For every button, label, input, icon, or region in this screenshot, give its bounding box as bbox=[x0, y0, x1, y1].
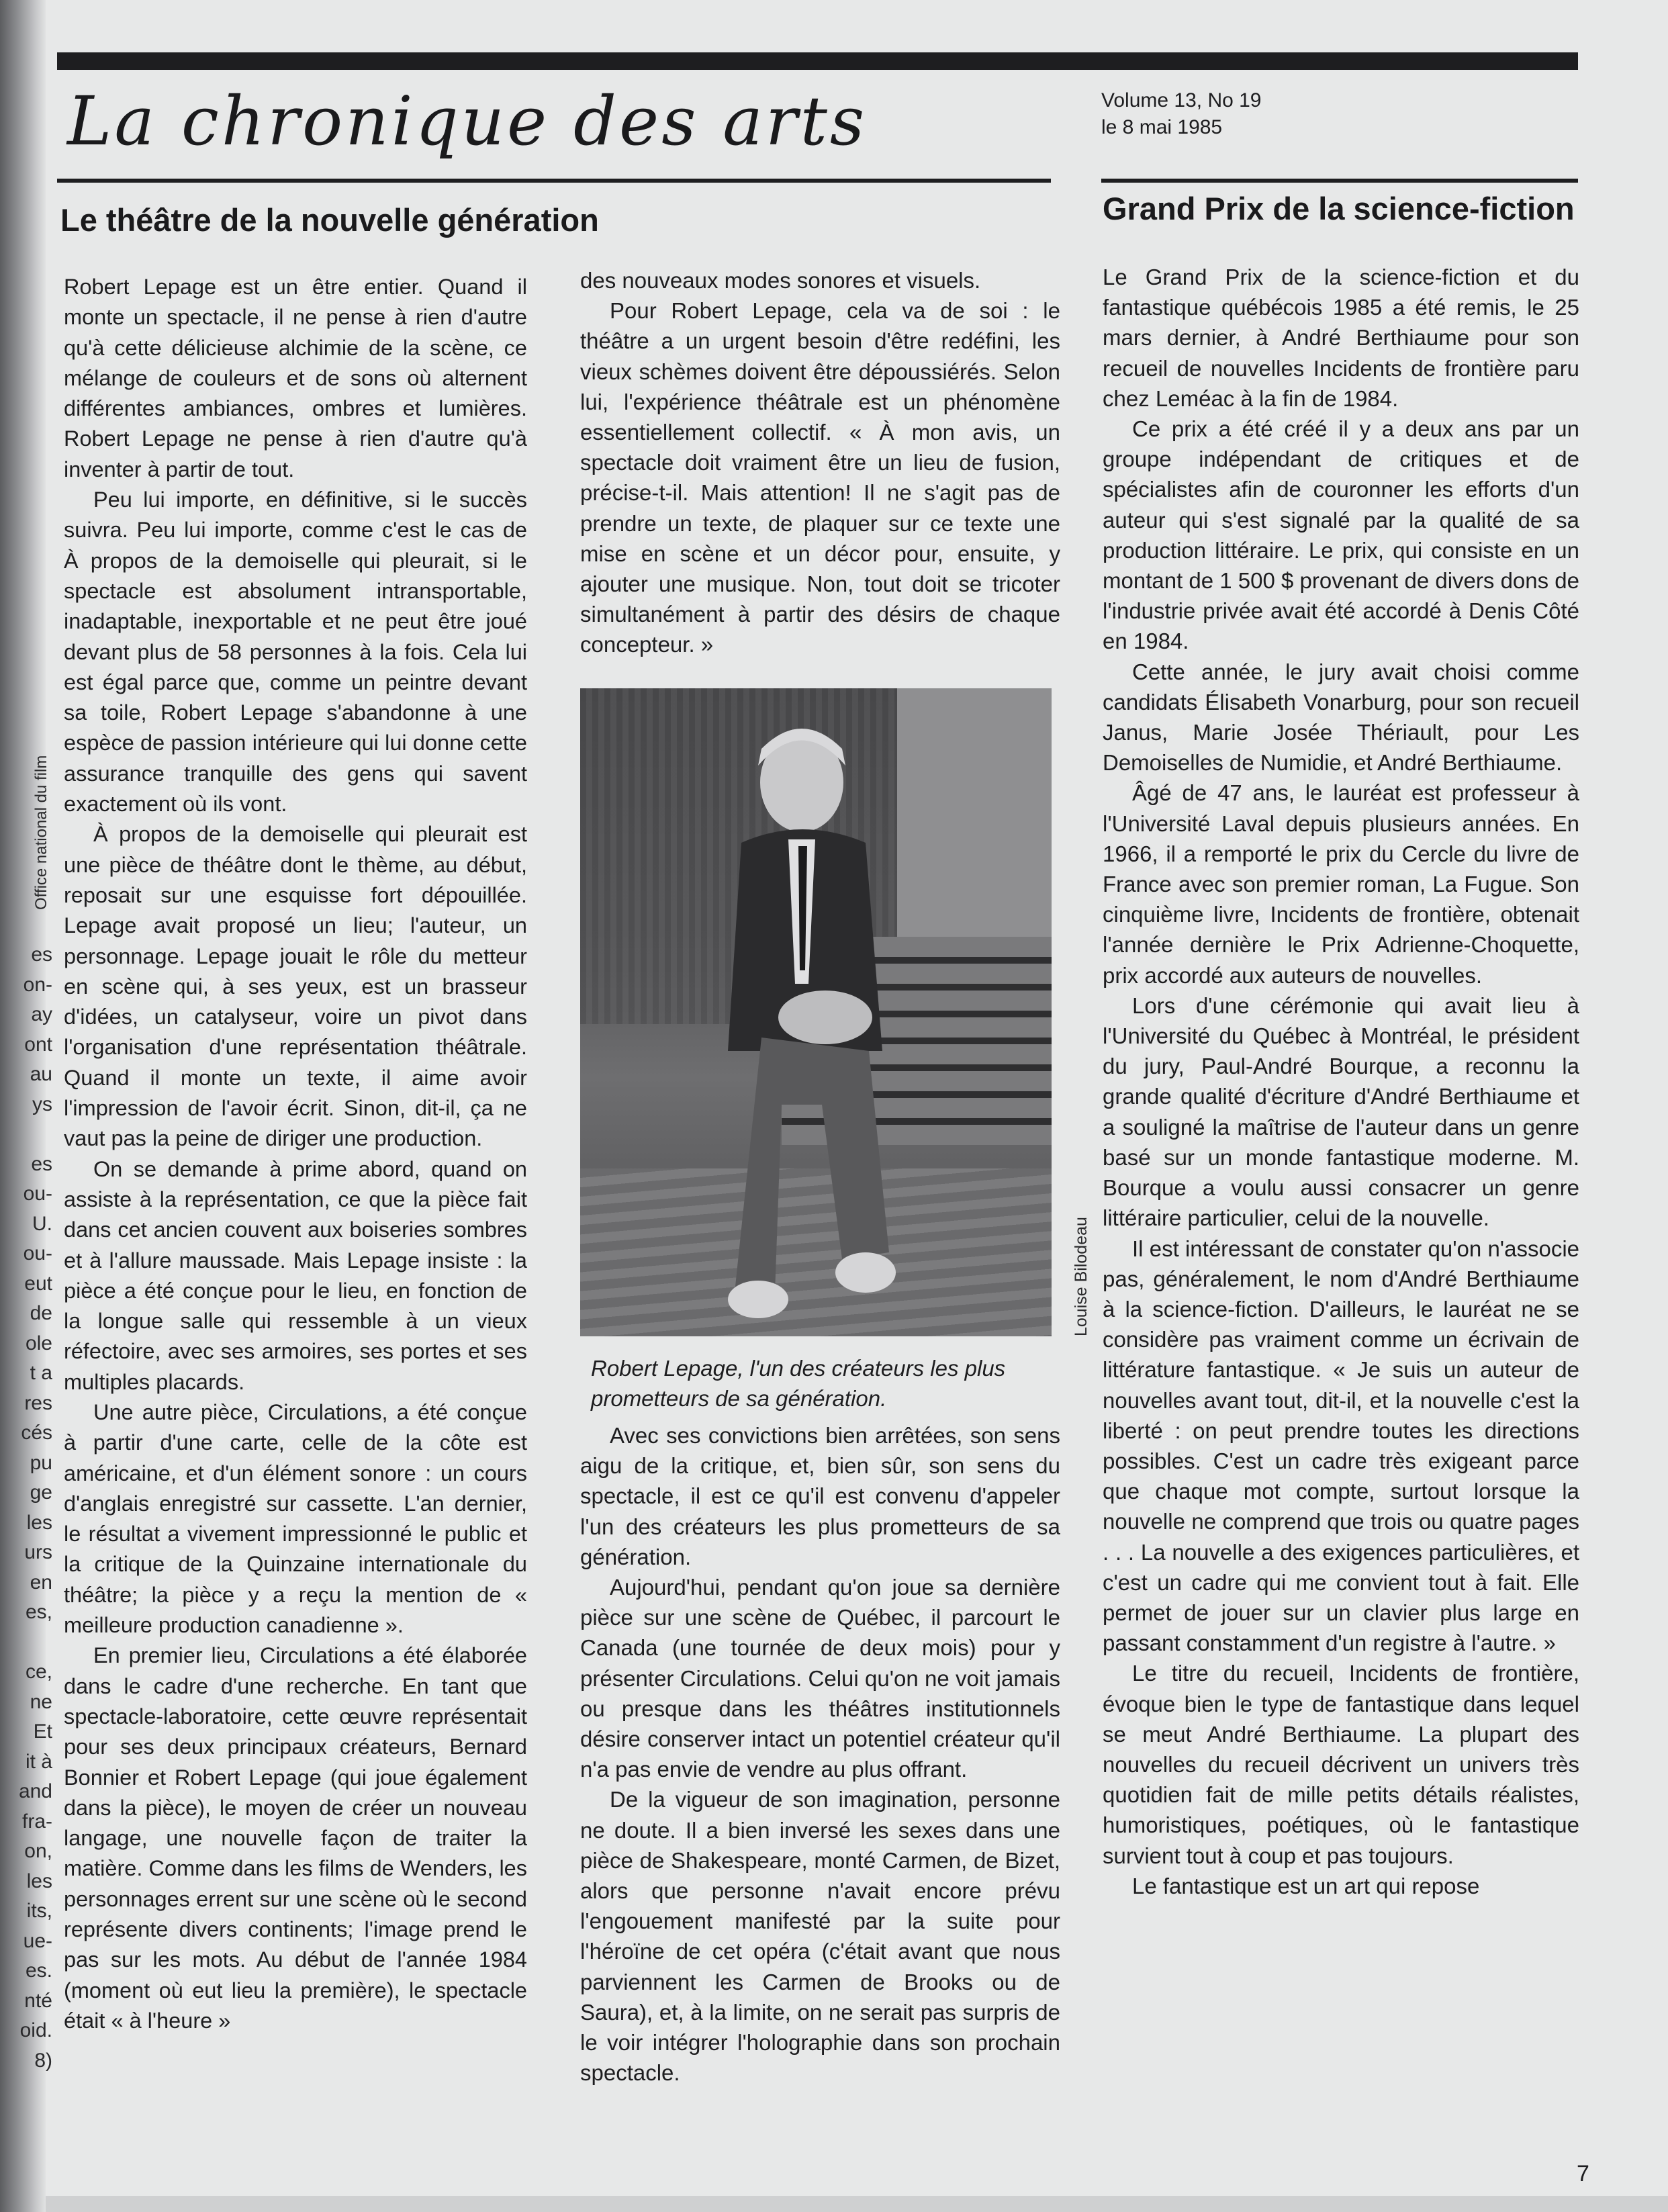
fragment-line: Et bbox=[33, 1720, 52, 1743]
paragraph: Lors d'une cérémonie qui avait lieu à l'Université du Québec à Montréal, le président du jury, Paul-André Bourque, a reconnu la grande qualité d'écriture d'André Berthiaume et a souligné la maîtrise de l'auteur dans un genre basé sur un monde fantastique moderne. M. Bourque a voulu aussi consacrer un genre littéraire particulier, celui de la nouvelle. bbox=[1103, 993, 1579, 1231]
issue-date: le 8 mai 1985 bbox=[1101, 116, 1223, 138]
fragment-line: ne bbox=[30, 1690, 52, 1713]
side-photo-credit: Office national du film bbox=[32, 755, 50, 910]
fragment-line: es, bbox=[25, 1601, 52, 1623]
portrait-photo bbox=[580, 688, 1052, 1336]
fragment-line: it à bbox=[25, 1750, 52, 1773]
fragment-line: oid. bbox=[19, 2019, 52, 2041]
paragraph: De la vigueur de son imagination, personne ne doute. Il a bien inversé les sexes dans une pièce de Shakespeare, monté Carmen, de Bizet, alors que personne n'avait encore prévu l'engouement manifesté par la suite pour l'héroïne de cet opéra (c'était avant que nous parviennent les Carmen de Brooks ou de Saura), et, à la limite, on ne serait pas surpris de le voir intégrer l'holographie dans son prochain spectacle. bbox=[580, 1787, 1060, 2086]
fragment-line: pu bbox=[30, 1451, 52, 1474]
fragment-line: ce, bbox=[25, 1661, 52, 1683]
masthead: La chronique des arts bbox=[67, 82, 868, 160]
fragment-line: fra- bbox=[22, 1810, 52, 1833]
article-headline-science-fiction: Grand Prix de la science-fiction bbox=[1103, 191, 1575, 226]
article-column-2-bottom bbox=[580, 1420, 1060, 2088]
fragment-line: ue- bbox=[23, 1929, 52, 1952]
issue-volume: Volume 13, No 19 bbox=[1101, 89, 1262, 111]
fragment-line: ont bbox=[24, 1033, 52, 1056]
photo-credit: Louise Bilodeau bbox=[1072, 1217, 1091, 1336]
fragment-line: es bbox=[31, 1152, 52, 1175]
fragment-line: ou- bbox=[23, 1183, 52, 1205]
fragment-line: es. bbox=[25, 1960, 52, 1982]
fragment-line: les bbox=[26, 1511, 52, 1534]
article-rule-right bbox=[1101, 179, 1578, 183]
paragraph: Peu lui importe, en définitive, si le succès suivra. Peu lui importe, comme c'est le cas de À propos de la demoiselle qui pleurait, si le spectacle est absolument intransportable, inadaptable, inexportable et ne peut être joué devant plus de 58 personnes à la fois. Cela lui est égal parce que, comme un peintre devant sa toile, Robert Lepage s'abandonne à une espèce de passion intérieure qui lui donne cette assurance tranquille des gens qui savent exactement où ils vont. bbox=[64, 488, 527, 817]
previous-page-fragments bbox=[0, 940, 52, 2076]
fragment-line: en bbox=[30, 1571, 52, 1594]
paragraph: Il est intéressant de constater qu'on n'associe pas, généralement, le nom d'André Berthiaume à la science-fiction. D'ailleurs, le lauréat ne se considère pas vraiment comme un écrivain de littérature fantastique. « Je suis un auteur de nouvelles avant tout, dit-il, et la nouvelle c'est la liberté : on peut prendre toutes les directions possibles. C'est un cadre très exigeant parce que chaque mot compte, surtout lorsque la nouvelle ne comprend que trois ou quatre pages . . . La nouvelle a des exigences particulières, et c'est un cadre qui me convient tout à fait. Elle permet de jouer sur un clavier plus large en passant constamment d'un registre à l'autre. » bbox=[1103, 1236, 1579, 1656]
paragraph: À propos de la demoiselle qui pleurait est une pièce de théâtre dont le thème, au début, reposait sur une esquisse fort dépouillée. Lepage avait proposé un lieu; l'auteur, un personnage. Lepage jouait le rôle du metteur en scène qui, à ses yeux, est un brasseur d'idées, un catalyseur, voire un pivot dans l'organisation d'une représentation théâtrale. Quand il monte un texte, il aime avoir l'impression de l'avoir écrit. Sinon, dit-il, ça ne vaut pas la peine de diriger une production. bbox=[64, 822, 527, 1151]
paragraph: Le fantastique est un art qui repose bbox=[1132, 1873, 1480, 1898]
fragment-line: ge bbox=[30, 1481, 52, 1504]
article-column-1 bbox=[64, 272, 527, 2036]
paragraph: Le Grand Prix de la science-fiction et du fantastique québécois 1985 a été remis, le 25 mars dernier, à André Berthiaume pour son recueil de nouvelles Incidents de frontière paru chez Leméac à la fin de 1984. bbox=[1103, 265, 1579, 411]
paragraph: Pour Robert Lepage, cela va de soi : le théâtre a un urgent besoin d'être redéfini, les vieux schèmes doivent être dépoussiérés. Selon lui, l'expérience théâtrale est un phénomène essentiellement collectif. « À mon avis, un spectacle doit vraiment être un lieu de fusion, précise-t-il. Mais attention! Il ne s'agit pas de prendre un texte, de plaquer sur ce texte une mise en scène et un décor pour, ensuite, y ajouter une musique. Non, tout doit se tricoter simultanément à partir des désirs de chaque concepteur. » bbox=[580, 298, 1060, 657]
fragment-line: nté bbox=[24, 1989, 52, 2012]
article-rule-left bbox=[57, 179, 1051, 183]
paragraph: Aujourd'hui, pendant qu'on joue sa dernière pièce sur une scène de Québec, il parcourt le Canada (une tournée de deux mois) pour y présenter Circulations. Celui qu'on ne voit jamais ou presque dans les théâtres institutionnels désire conserver intact un potentiel créateur qu'il n'a pas envie de vendre au plus offrant. bbox=[580, 1575, 1060, 1782]
photo-caption: Robert Lepage, l'un des créateurs les plus prometteurs de sa génération. bbox=[591, 1356, 1006, 1411]
fragment-line: eut bbox=[24, 1272, 52, 1295]
fragment-line bbox=[0, 1628, 52, 1658]
fragment-line: au bbox=[30, 1063, 52, 1085]
page-number: 7 bbox=[1577, 2161, 1589, 2186]
fragment-line: ou- bbox=[23, 1242, 52, 1264]
fragment-line: de bbox=[30, 1302, 52, 1324]
paragraph: Robert Lepage est un être entier. Quand il monte un spectacle, il ne pense à rien d'autre qu'à cette délicieuse alchimie de la scène, ce mélange de couleurs et de sons où alternent différentes ambiances, ombres et lumières. Robert Lepage ne pense à rien d'autre qu'à inventer à partir de tout. bbox=[64, 275, 527, 481]
article-column-3 bbox=[1103, 262, 1579, 1901]
paragraph: On se demande à prime abord, quand on assiste à la représentation, ce que la pièce fait dans cet ancien couvent aux boiseries sombres et à l'allure maussade. Mais Lepage insiste : la pièce a été conçue pour le lieu, en fonction de la longue salle qui ressemble à un vieux réfectoire, avec ses armoires, ses portes et ses multiples placards. bbox=[64, 1156, 527, 1394]
fragment-line: on, bbox=[24, 1840, 52, 1862]
paragraph: Cette année, le jury avait choisi comme candidats Élisabeth Vonarburg, pour son recueil Janus, Marie Josée Thériault, pour Les Demoiselles de Numidie, et André Berthiaume. bbox=[1103, 659, 1579, 776]
fragment-line: t a bbox=[30, 1362, 52, 1384]
fragment-line: res bbox=[24, 1391, 52, 1414]
paragraph: des nouveaux modes sonores et visuels. bbox=[580, 268, 981, 293]
article-headline-theatre: Le théâtre de la nouvelle génération bbox=[60, 202, 599, 238]
fragment-line: U. bbox=[32, 1212, 52, 1235]
paragraph: Avec ses convictions bien arrêtées, son sens aigu de la critique, et, bien sûr, son sens du spectacle, il est ce qu'il est convenu d'appeler l'un des créateurs les plus prometteurs de sa génération. bbox=[580, 1423, 1060, 1569]
fragment-line: on- bbox=[23, 973, 52, 996]
fragment-line: ys bbox=[32, 1093, 52, 1115]
issue-info bbox=[1101, 87, 1262, 141]
fragment-line: 8) bbox=[34, 2049, 52, 2072]
fragment-line: ay bbox=[31, 1003, 52, 1025]
fragment-line: urs bbox=[24, 1541, 52, 1563]
article-column-2-top bbox=[580, 265, 1060, 660]
fragment-line: les bbox=[26, 1870, 52, 1892]
fragment-line: cés bbox=[21, 1422, 52, 1444]
paragraph: En premier lieu, Circulations a été élaborée dans le cadre d'une recherche. En tant que spectacle-laboratoire, cette œuvre représentait pour ses deux principaux créateurs, Bernard Bonnier et Robert Lepage (qui joue également dans la pièce), le moyen de créer un nouveau langage, une nouvelle façon de traiter la matière. Comme dans les films de Wenders, les personnages errent sur une scène où le second représente divers continents; l'image prend le pas sur les mots. Au début de l'année 1984 (moment où eut lieu la première), le spectacle était « à l'heure » bbox=[64, 1643, 527, 2033]
bottom-edge bbox=[46, 2196, 1668, 2212]
fragment-line: its, bbox=[26, 1900, 52, 1922]
fragment-line: and bbox=[18, 1780, 52, 1802]
paragraph: Le titre du recueil, Incidents de frontière, évoque bien le type de fantastique dans lequel se meut André Berthiaume. La plupart des nouvelles du recueil décrivent un univers très quotidien fait de mille petits détails réalistes, humoristiques, poétiques, où le fantastique survient tout à coup et pas toujours. bbox=[1103, 1661, 1579, 1868]
paragraph: Ce prix a été créé il y a deux ans par un groupe indépendant de critiques et de spécialistes afin de couronner les efforts d'un auteur qui s'est signalé par la qualité de sa production littéraire. Le prix, qui consiste en un montant de 1 500 $ provenant de divers dons de l'industrie privée avait été accordé à Denis Côté en 1984. bbox=[1103, 416, 1579, 654]
fragment-line: es bbox=[31, 943, 52, 966]
fragment-line: ole bbox=[25, 1332, 52, 1354]
paragraph: Une autre pièce, Circulations, a été conçue à partir d'une carte, celle de la côte est américaine, et d'un élément sonore : un cours d'anglais enregistré sur cassette. L'an dernier, le résultat a vivement impressionné le public et la critique de la Quinzaine internationale du théâtre; la pièce y a reçu la mention de « meilleure production canadienne ». bbox=[64, 1399, 527, 1638]
fragment-line bbox=[0, 1119, 52, 1150]
paragraph: Âgé de 47 ans, le lauréat est professeur à l'Université Laval depuis plusieurs années. En 1966, il a remporté le prix du Cercle du livre de France avec son premier roman, La Fugue. Son cinquième livre, Incidents de frontière, obtenait l'année dernière le Prix Adrienne-Choquette, prix accordé aux auteurs de nouvelles. bbox=[1103, 780, 1579, 988]
top-bar bbox=[57, 52, 1578, 70]
